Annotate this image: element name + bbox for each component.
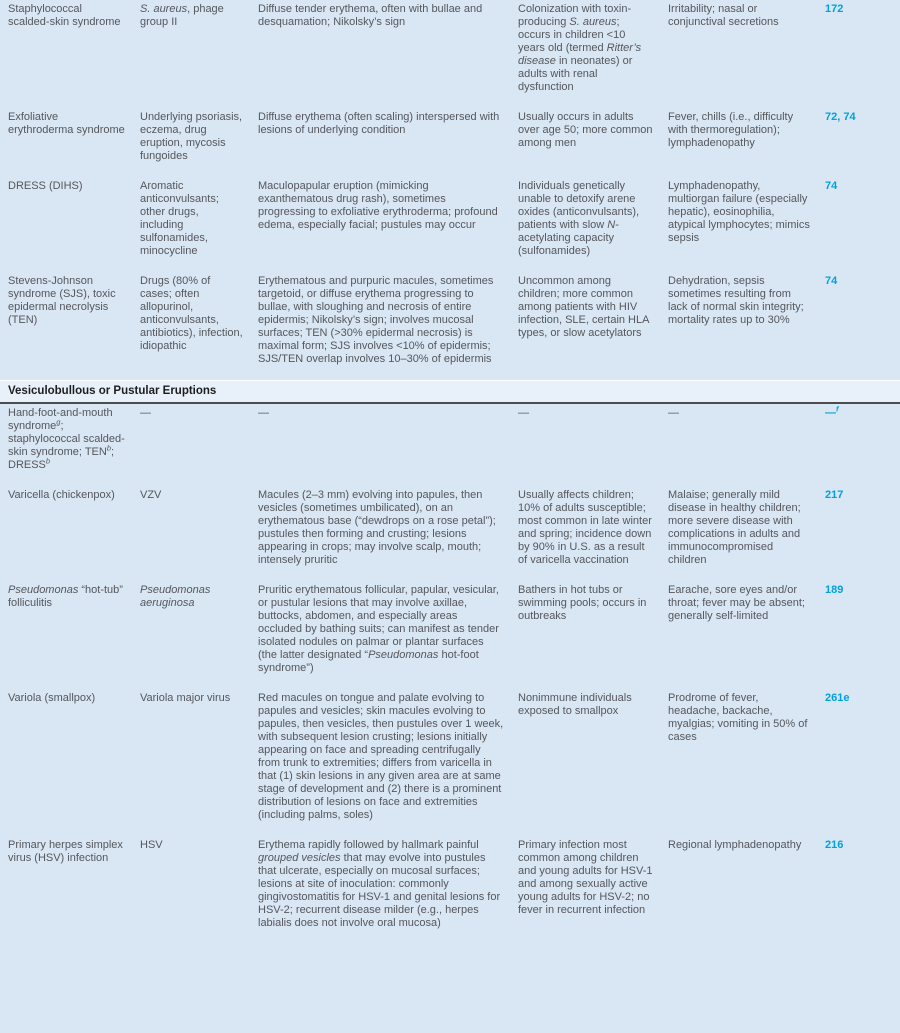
other-findings-cell [668,404,825,486]
disease-cell [0,108,140,177]
footnote-marker: b [106,443,111,453]
text-segment: — [668,407,679,419]
text-segment: Lymphadenopathy, multiorgan failure (especially hepatic), eosinophilia, atypical lymphocytes; mimics sepsis [668,180,810,244]
etiology-cell [140,581,258,689]
text-segment: S. aureus [569,16,617,28]
chapter-cell [825,404,900,486]
text-segment: Colonization with toxin-producing [518,3,632,28]
text-segment: ; DRESS [8,446,115,471]
other-findings-cell [668,689,825,836]
text-segment: 74 [825,275,838,287]
description-cell [258,486,518,581]
text-segment: Irritability; nasal or conjunctival secretions [668,3,779,28]
group-affected-cell [518,836,668,944]
text-segment: — [825,407,836,419]
other-findings-cell [668,836,825,944]
text-segment: Variola major virus [140,692,231,704]
description-cell [258,689,518,836]
group-affected-cell [518,689,668,836]
text-segment: Individuals genetically unable to detoxify arene oxides (anticonvulsants), patients with slow [518,180,640,231]
text-segment: Maculopapular eruption (mimicking exanthematous drug rash), sometimes progressing to exfoliative erythroderma; profound edema, especially facial; pustules may occur [258,180,498,231]
text-segment: Stevens-Johnson syndrome (SJS), toxic epidermal necrolysis (TEN) [8,275,116,326]
text-segment: Hand-foot-and-mouth syndrome [8,407,113,432]
text-segment: “hot-tub” folliculitis [8,584,123,609]
text-segment: 189 [825,584,844,596]
table-row [0,486,900,581]
text-segment: Pruritic erythematous follicular, papular, vesicular, or pustular lesions that may involve axillae, buttocks, abdomen, and especially areas occluded by bathing suits; can manifest as tender isolated nodules on palmar or plantar surfaces (the latter designated “ [258,584,499,661]
text-segment: Malaise; generally mild disease in healthy children; more severe disease with complications in adults and immunocompromised children [668,489,801,566]
text-segment: Pseudomonas aeruginosa [140,584,211,609]
text-segment: VZV [140,489,162,501]
table-row [0,404,900,486]
etiology-cell [140,177,258,272]
text-segment: Uncommon among children; more common among patients with HIV infection, SLE, certain HLA types, or slow acetylators [518,275,649,339]
description-cell [258,0,518,108]
text-segment: grouped vesicles [258,852,341,864]
group-affected-cell [518,0,668,108]
chapter-link[interactable] [825,272,900,380]
disease-cell [0,581,140,689]
disease-cell [0,177,140,272]
section-header: Vesiculobullous or Pustular Eruptions [0,380,900,404]
text-segment: Dehydration, sepsis sometimes resulting from lack of normal skin integrity; mortality rates up to 30% [668,275,804,326]
text-segment: N [607,219,616,231]
text-segment: — [140,407,151,419]
text-segment: Erythematous and purpuric macules, sometimes targetoid, or diffuse erythema progressing to bullae, with sloughing and necrosis of entire epidermis; Nikolsky’s sign; involves mucosal surfaces; TEN (>30% epidermal necrosis) is maximal form; SJS involves <10% of epidermis; SJS/TEN overlap involves 10–30% of epidermis [258,275,494,365]
text-segment: Fever, chills (i.e., difficulty with thermoregulation); lymphadenopathy [668,111,794,149]
text-segment: 217 [825,489,844,501]
text-segment: Primary infection most common among children and young adults for HSV-1 and among sexually active young adults for HSV-2; no fever in recurrent infection [518,839,653,916]
disease-cell [0,0,140,108]
text-segment: hot-foot syndrome”) [258,649,479,674]
text-segment: 74 [825,180,838,192]
chapter-link[interactable] [825,836,900,944]
chapter-link[interactable] [825,486,900,581]
table-row [0,177,900,272]
group-affected-cell [518,108,668,177]
text-segment: Macules (2–3 mm) evolving into papules, then vesicles (sometimes umbilicated), on an erythematous base (“dewdrops on a rose petal”); pustules then forming and crusting; lesions appearing in crops; may involve scalp, mouth; intensely pruritic [258,489,496,566]
text-segment: Red macules on tongue and palate evolving to papules and vesicles; skin macules evolving to papules, then vesicles, then pustules over 1 week, with subsequent lesion crusting; lesions initially appearing on face and spreading centrifugally from trunk to extremities; differs from varicella in that (1) skin lesions in any given area are at same stage of development and (2) there is a prominent distribution of lesions on face and extremities (including palms, soles) [258,692,504,821]
text-segment: 261e [825,692,850,704]
text-segment: Ritter’s disease [518,42,642,67]
text-segment: Staphylococcal scalded-skin syndrome [8,3,121,28]
text-segment: ; occurs in children <10 years old (termed [518,16,626,54]
text-segment: Exfoliative erythroderma syndrome [8,111,125,136]
text-segment: that may evolve into pustules that ulcerate, especially on mucosal surfaces; lesions at site of inoculation: commonly gingivostomatitis for HSV-1 and genital lesions for HSV-2; recurrent disease milder (e.g., herpes labialis does not involve oral mucosa) [258,852,501,929]
group-affected-cell [518,404,668,486]
description-cell [258,272,518,380]
description-cell [258,177,518,272]
text-segment: -acetylating capacity (sulfonamides) [518,219,619,257]
other-findings-cell [668,486,825,581]
chapter-link[interactable] [825,689,900,836]
other-findings-cell [668,177,825,272]
text-segment: Usually occurs in adults over age 50; more common among men [518,111,653,149]
etiology-cell [140,272,258,380]
table-row [0,272,900,380]
chapter-link[interactable] [825,0,900,108]
text-segment: Pseudomonas [368,649,439,661]
table-row [0,581,900,689]
description-cell [258,581,518,689]
chapter-link[interactable] [825,581,900,689]
chapter-link[interactable] [825,108,900,177]
other-findings-cell [668,108,825,177]
disease-cell [0,836,140,944]
text-segment: Earache, sore eyes and/or throat; fever may be absent; generally self-limited [668,584,805,622]
text-segment: Usually affects children; 10% of adults susceptible; most common in late winter and spring; incidence down by 90% in U.S. as a result of varicella vaccination [518,489,652,566]
etiology-cell [140,108,258,177]
etiology-cell [140,836,258,944]
text-segment: Primary herpes simplex virus (HSV) infection [8,839,123,864]
chapter-link[interactable] [825,177,900,272]
footnote-marker: f [836,404,839,414]
text-segment: , phage group II [140,3,224,28]
text-segment: Diffuse erythema (often scaling) interspersed with lesions of underlying condition [258,111,500,136]
text-segment: Aromatic anticonvulsants; other drugs, including sulfonamides, minocycline [140,180,219,257]
text-segment: S. aureus [140,3,188,15]
other-findings-cell [668,0,825,108]
other-findings-cell [668,272,825,380]
description-cell [258,404,518,486]
group-affected-cell [518,581,668,689]
table-row [0,0,900,108]
etiology-cell [140,0,258,108]
text-segment: Prodrome of fever, headache, backache, myalgias; vomiting in 50% of cases [668,692,808,743]
description-cell [258,836,518,944]
text-segment: Drugs (80% of cases; often allopurinol, anticonvulsants, antibiotics), infection, idiopathic [140,275,243,352]
disease-cell [0,486,140,581]
section-header-cell [0,380,900,404]
text-segment: Variola (smallpox) [8,692,96,704]
description-cell [258,108,518,177]
disease-cell [0,404,140,486]
table-row [0,689,900,836]
etiology-cell [140,486,258,581]
other-findings-cell [668,581,825,689]
text-segment: Regional lymphadenopathy [668,839,802,851]
group-affected-cell [518,272,668,380]
text-segment: Varicella (chickenpox) [8,489,115,501]
text-segment: Diffuse tender erythema, often with bullae and desquamation; Nikolsky’s sign [258,3,483,28]
text-segment: 216 [825,839,844,851]
text-segment: 72, 74 [825,111,856,123]
text-segment: — [258,407,269,419]
text-segment: Nonimmune individuals exposed to smallpox [518,692,632,717]
text-segment: Pseudomonas [8,584,79,596]
table-row [0,108,900,177]
group-affected-cell [518,177,668,272]
text-segment: Erythema rapidly followed by hallmark painful [258,839,479,851]
text-segment: Bathers in hot tubs or swimming pools; occurs in outbreaks [518,584,647,622]
text-segment: ; staphylococcal scalded-skin syndrome; TEN [8,420,125,458]
text-segment: HSV [140,839,163,851]
section-header-row [0,380,900,404]
text-segment: in neonates) or adults with renal dysfunction [518,55,633,93]
table-row [0,836,900,944]
text-segment: Underlying psoriasis, eczema, drug eruption, mycosis fungoides [140,111,243,162]
disease-cell [0,689,140,836]
text-segment: — [518,407,529,419]
etiology-cell [140,404,258,486]
text-segment: DRESS (DIHS) [8,180,83,192]
footnote-marker: b [45,456,51,466]
disease-cell [0,272,140,380]
text-segment: 172 [825,3,844,15]
group-affected-cell [518,486,668,581]
footnote-marker: g [56,417,61,427]
etiology-cell [140,689,258,836]
